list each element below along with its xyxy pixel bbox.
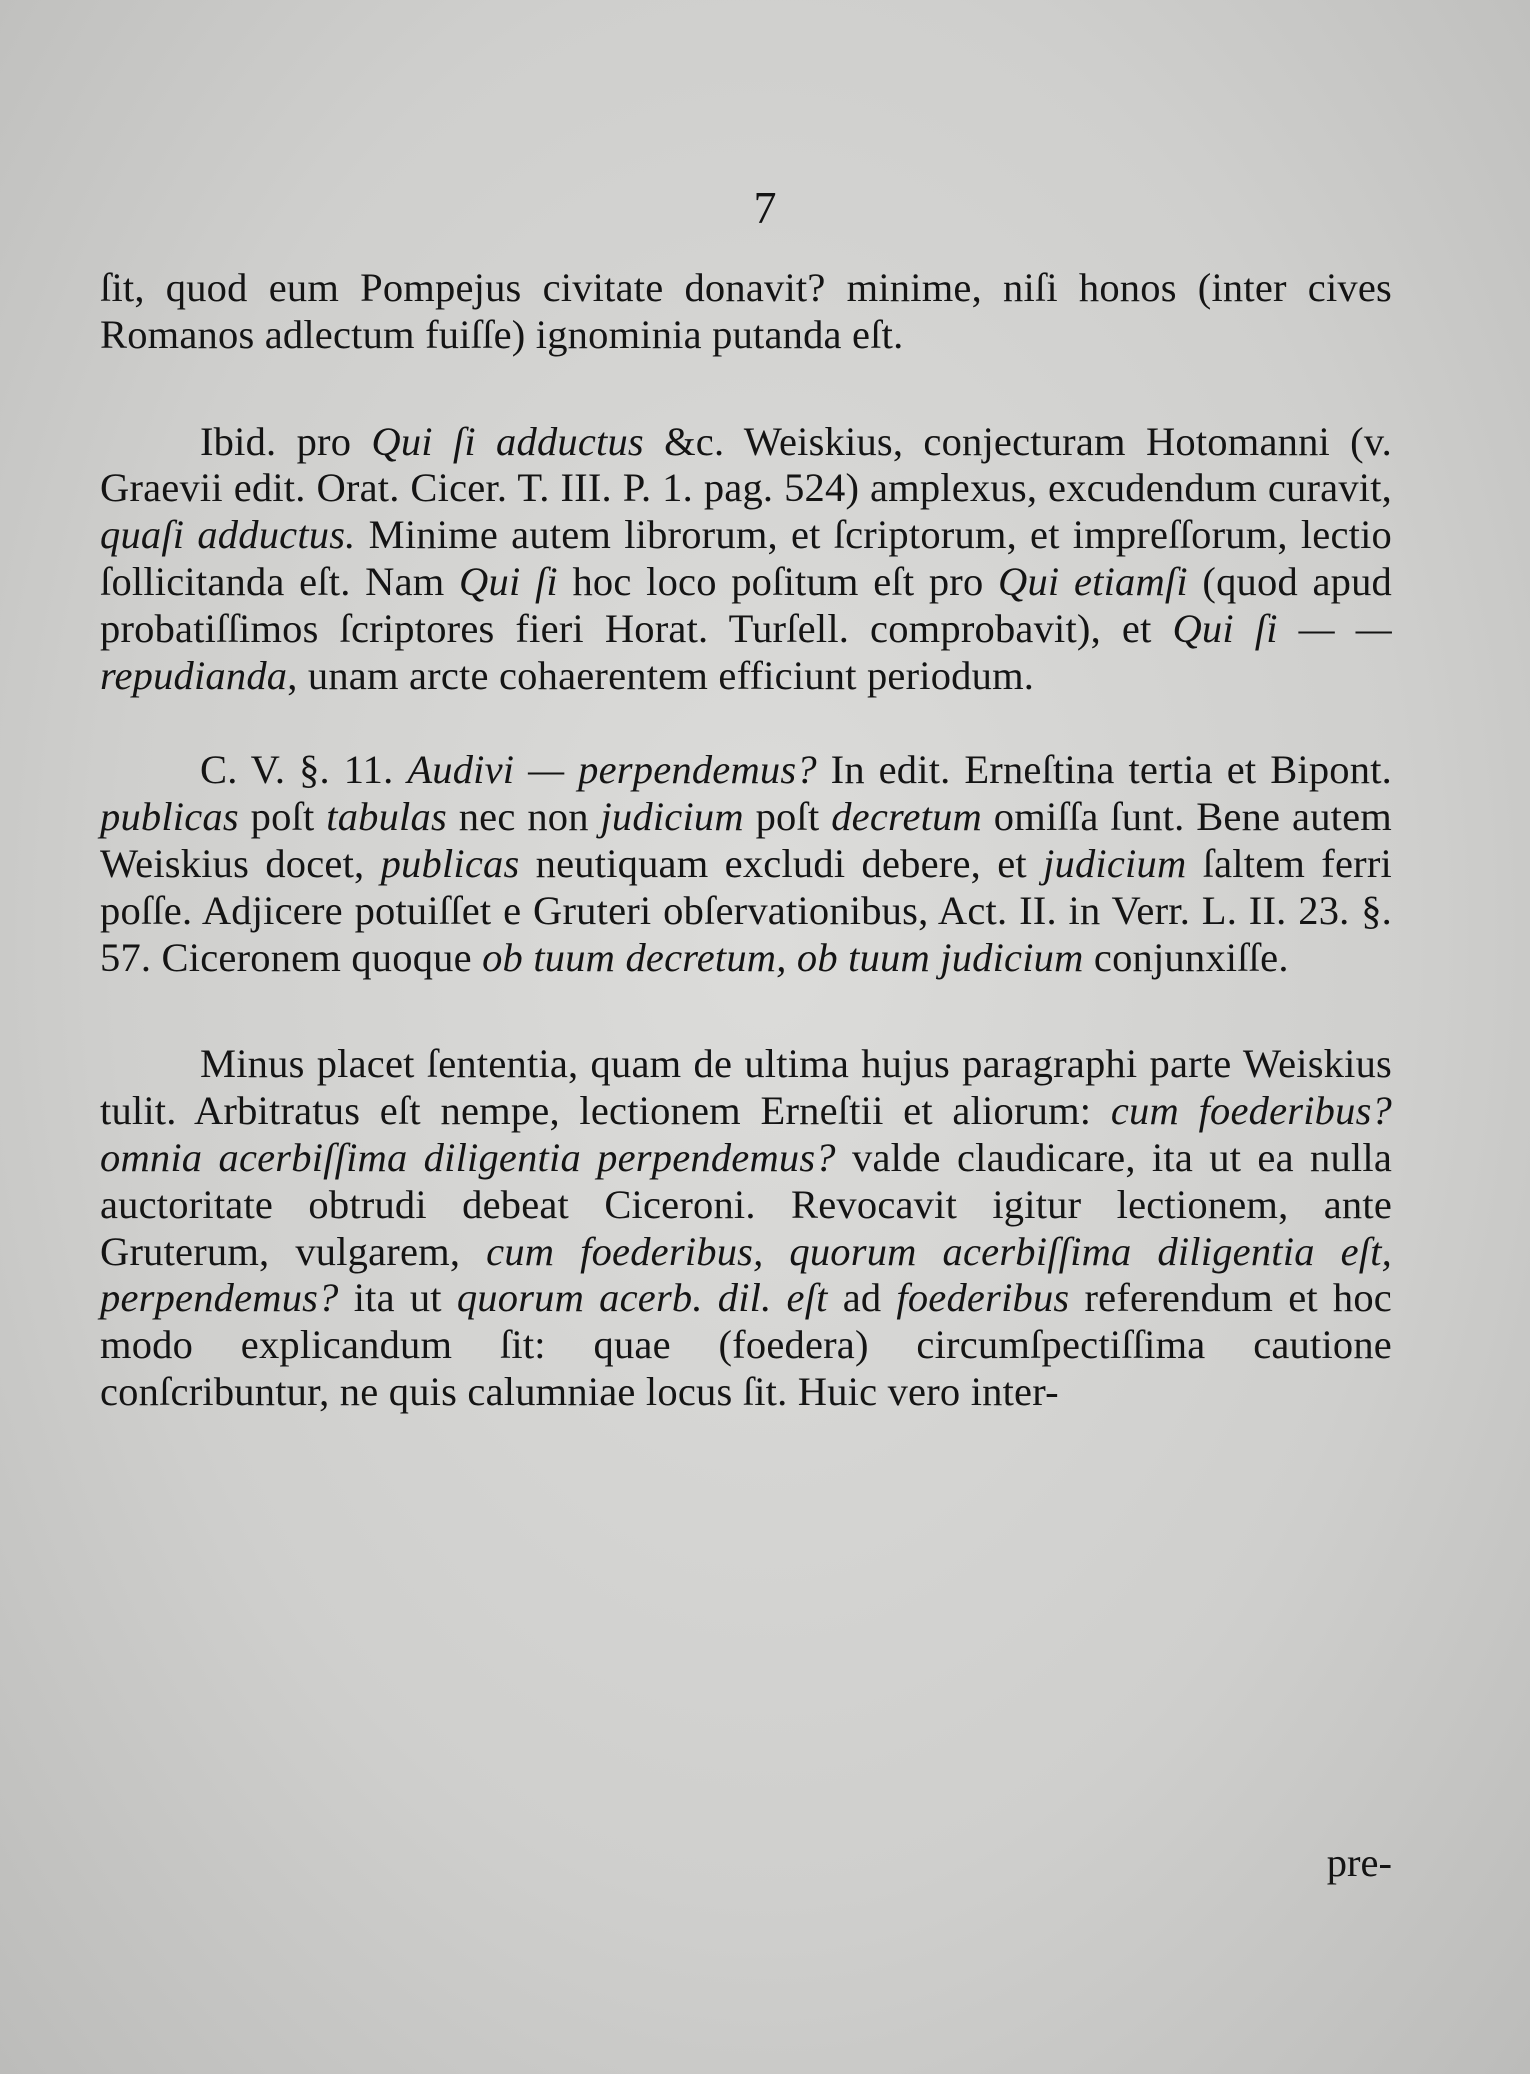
paragraph-2 xyxy=(100,419,1392,700)
italic-run: publicas xyxy=(380,840,520,886)
italic-run: judicium xyxy=(1043,840,1187,886)
italic-run: publicas xyxy=(100,794,239,840)
text-run: referendum et hoc modo explicandum ſit: quae (foedera) circumſpectiſſima cautione conſcribuntur, ne quis calumniae locus ſit. Huic vero inter- xyxy=(100,1275,1392,1414)
text-run: (quod apud probatiſſimos ſcriptores fieri Horat. Turſell. comprobavit), et xyxy=(100,558,1392,651)
text-run: &c. Weiskius, conjecturam Hotomanni (v. Graevii edit. Orat. Cicer. T. III. P. 1. pag. 524) amplexus, excudendum curavit, xyxy=(100,418,1393,511)
paragraph-4 xyxy=(100,1041,1392,1415)
text-run: nec non xyxy=(446,794,601,840)
text-run: valde claudicare, ita ut ea nulla auctoritate obtrudi debeat Ciceroni. Revocavit igitur lectionem, ante Gruterum, vulgarem, xyxy=(100,1134,1392,1274)
italic-run: tabulas xyxy=(326,794,447,840)
text-run: Minime autem librorum, et ſcriptorum, et impreſſorum, lectio ſollicitanda eſt. Nam xyxy=(100,512,1392,604)
italic-run: decretum xyxy=(831,794,983,840)
italic-run: foederibus xyxy=(896,1275,1070,1321)
paragraph-1 xyxy=(100,265,1392,359)
italic-run: Audivi — perpendemus? xyxy=(407,747,817,793)
text-run: C. V. §. 11. xyxy=(200,747,408,793)
text-run: neutiquam excludi debere, et xyxy=(519,840,1044,886)
italic-run: judicium xyxy=(600,794,744,840)
text-run: Minus placet ſententia, quam de ultima hujus paragraphi parte Weiskius tulit. Arbitratus eſt nempe, lectionem Erneſtii et aliorum: xyxy=(100,1041,1392,1134)
text-run: Ibid. pro xyxy=(200,418,372,464)
text-run: poſt xyxy=(238,794,327,840)
italic-run: Qui ſi — — repudianda xyxy=(100,605,1393,698)
paragraph-3 xyxy=(100,747,1392,981)
page-number: 7 xyxy=(753,182,777,233)
italic-run: cum foederibus, quorum acerbiſſima diligentia eſt, perpendemus? xyxy=(100,1228,1392,1321)
italic-run: quaſi adductus. xyxy=(100,512,356,558)
italic-run: Qui etiamſi xyxy=(998,558,1188,604)
italic-run: Qui ſi adductus xyxy=(371,418,644,464)
catchword: pre- xyxy=(1326,1840,1392,1885)
text-run: ita ut xyxy=(338,1275,457,1321)
text-run: ſaltem ferri poſſe. Adjicere potuiſſet e Gruteri obſervationibus, Act. II. in Verr. L. II. 23. §. 57. Ciceronem quoque xyxy=(100,840,1393,980)
text-run: hoc loco poſitum eſt pro xyxy=(557,558,999,604)
text-run: , unam arcte cohaerentem efficiunt periodum. xyxy=(287,652,1035,698)
text-run: In edit. Erneſtina tertia et Bipont. xyxy=(816,747,1392,793)
text-run: conjunxiſſe. xyxy=(1083,934,1289,980)
italic-run: cum foederibus? omnia acerbiſſima diligentia perpendemus? xyxy=(100,1088,1392,1180)
text-run: ad xyxy=(827,1275,897,1321)
text-run: poſt xyxy=(743,794,832,840)
italic-run: quorum acerb. dil. eſt xyxy=(456,1275,828,1321)
paragraph-1-text: ſit, quod eum Pompejus civitate donavit? minime, niſi honos (inter cives Romanos adlectum fuiſſe) ignominia putanda eſt. xyxy=(100,265,1392,357)
italic-run: ob tuum decretum, ob tuum judicium xyxy=(482,934,1084,980)
text-run: omiſſa ſunt. Bene autem Weiskius docet, xyxy=(100,794,1392,886)
italic-run: Qui ſi xyxy=(459,558,558,604)
text-block xyxy=(100,265,1392,1416)
